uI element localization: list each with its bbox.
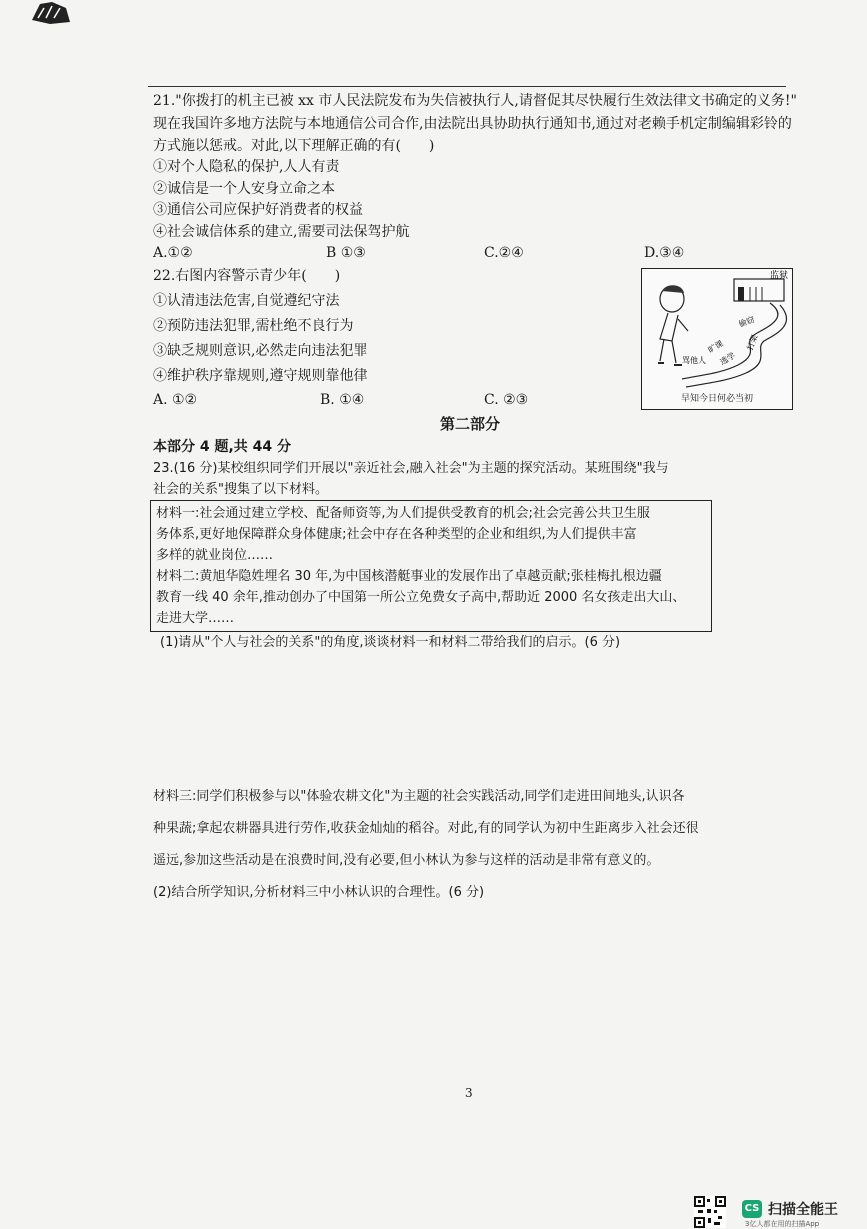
q21-option-a: A.①② bbox=[153, 245, 193, 261]
material2-line1: 材料二:黄旭华隐姓埋名 30 年,为中国核潜艇事业的发展作出了卓越贡献;张桂梅扎根边疆 bbox=[156, 569, 662, 584]
camscanner-name: 扫描全能王 bbox=[768, 1202, 838, 1218]
material2-line2: 教育一线 40 余年,推动创办了中国第一所公立免费女子高中,帮助近 2000 名女孩走出大山、 bbox=[156, 590, 686, 605]
qr-code-icon bbox=[694, 1196, 726, 1228]
q22-cartoon bbox=[641, 268, 793, 410]
q22-option-c: C. ②③ bbox=[484, 392, 529, 408]
material3-line3: 遥远,参加这些活动是在浪费时间,没有必要,但小林认为参与这样的活动是非常有意义的。 bbox=[153, 853, 660, 868]
q21-item-3: ③通信公司应保护好消费者的权益 bbox=[153, 202, 363, 218]
material1-line1: 材料一:社会通过建立学校、配备师资等,为人们提供受教育的机会;社会完善公共卫生服 bbox=[156, 506, 650, 521]
q23-intro-line2: 社会的关系"搜集了以下材料。 bbox=[153, 482, 328, 497]
top-rule bbox=[148, 86, 786, 87]
q22-item-2: ②预防违法犯罪,需杜绝不良行为 bbox=[153, 318, 354, 334]
cartoon-label-skip-class: 旷课 bbox=[706, 338, 725, 355]
scan-edge-mark bbox=[30, 0, 72, 26]
cartoon-label-fight: 打架 bbox=[745, 333, 760, 352]
q23-subquestion-2: (2)结合所学知识,分析材料三中小林认识的合理性。(6 分) bbox=[153, 885, 485, 900]
q21-stem-line2: 现在我国许多地方法院与本地通信公司合作,由法院出具协助执行通知书,通过对老赖手机定制编辑彩铃的 bbox=[153, 116, 792, 132]
q22-stem: 22.右图内容警示青少年( ) bbox=[153, 268, 341, 284]
q22-option-a: A. ①② bbox=[153, 392, 198, 408]
material1-line3: 多样的就业岗位…… bbox=[156, 548, 274, 563]
q22-item-1: ①认清违法危害,自觉遵纪守法 bbox=[153, 293, 340, 309]
cartoon-sign: 监狱 bbox=[770, 271, 789, 281]
q21-stem-line1: 21."你拨打的机主已被 xx 市人民法院发布为失信被执行人,请督促其尽快履行生效法律文书确定的义务!" bbox=[153, 93, 797, 109]
page-number: 3 bbox=[465, 1086, 473, 1100]
q21-option-b: B ①③ bbox=[326, 245, 366, 261]
cartoon-label-truant: 逃学 bbox=[718, 350, 737, 367]
cartoon-drawing bbox=[642, 269, 792, 393]
cartoon-label-curse: 骂他人 bbox=[682, 356, 706, 365]
material1-line2: 务体系,更好地保障群众身体健康;社会中存在各种类型的企业和组织,为人们提供丰富 bbox=[156, 527, 637, 542]
q22-item-4: ④维护秩序靠规则,遵守规则靠他律 bbox=[153, 368, 368, 384]
q23-subquestion-1: (1)请从"个人与社会的关系"的角度,谈谈材料一和材料二带给我们的启示。(6 分) bbox=[160, 635, 621, 650]
q21-option-c: C.②④ bbox=[484, 245, 524, 261]
q22-item-3: ③缺乏规则意识,必然走向违法犯罪 bbox=[153, 343, 368, 359]
material3-line2: 种果蔬;拿起农耕器具进行劳作,收获金灿灿的稻谷。对此,有的同学认为初中生距离步入社会还很 bbox=[153, 821, 699, 836]
q21-item-2: ②诚信是一个人安身立命之本 bbox=[153, 181, 335, 197]
q21-stem-line3: 方式施以惩戒。对此,以下理解正确的有( ) bbox=[153, 138, 435, 154]
q22-option-b: B. ①④ bbox=[320, 392, 365, 408]
material2-line3: 走进大学…… bbox=[156, 611, 235, 626]
part2-subtitle: 本部分 4 题,共 44 分 bbox=[153, 439, 292, 455]
part2-title: 第二部分 bbox=[440, 415, 501, 433]
q21-item-4: ④社会诚信体系的建立,需要司法保驾护航 bbox=[153, 224, 410, 240]
q21-item-1: ①对个人隐私的保护,人人有责 bbox=[153, 159, 340, 175]
q21-option-d: D.③④ bbox=[644, 245, 685, 261]
camscanner-tagline: 3亿人都在用的扫描App bbox=[745, 1220, 820, 1228]
cartoon-label-steal: 偷窃 bbox=[737, 314, 756, 329]
cartoon-caption: 早知今日何必当初 bbox=[680, 394, 753, 404]
material3-line1: 材料三:同学们积极参与以"体验农耕文化"为主题的社会实践活动,同学们走进田间地头,认识各 bbox=[153, 789, 685, 804]
camscanner-logo-icon: CS bbox=[742, 1200, 762, 1218]
q23-intro-line1: 23.(16 分)某校组织同学们开展以"亲近社会,融入社会"为主题的探究活动。某班围绕"我与 bbox=[153, 461, 669, 476]
